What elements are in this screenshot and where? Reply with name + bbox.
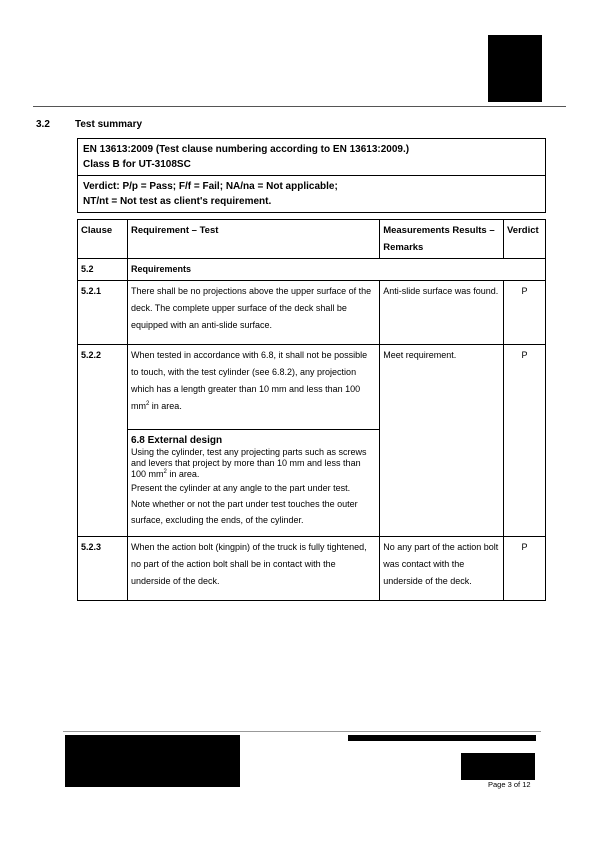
table-row	[78, 281, 546, 345]
summary-nt-legend: NT/nt = Not test as client's requirement.	[83, 196, 272, 207]
section-number: 3.2	[36, 119, 50, 130]
footer-address-redacted	[65, 735, 240, 787]
clause-cell: 5.2.1	[78, 281, 128, 345]
result-cell: Anti-slide surface was found.	[380, 281, 504, 345]
requirement-text: When the action bolt (kingpin) of the truck is fully tightened, no part of the action bolt shall be in contact with the underside of the deck.	[130, 542, 367, 586]
result-cell: No any part of the action bolt was contact with the underside of the deck.	[380, 537, 504, 601]
footer-contact-redacted	[348, 735, 536, 741]
verdict-cell: P	[504, 537, 546, 601]
footer-rule	[63, 731, 541, 732]
result-cell: Meet requirement.	[380, 345, 504, 537]
verdict-cell: P	[504, 345, 546, 537]
section-title-cell: Requirements	[127, 259, 545, 281]
external-design-title: 6.8 External design	[130, 435, 223, 446]
header-clause: Clause	[78, 220, 128, 259]
summary-standard: EN 13613:2009 (Test clause numbering according to EN 13613:2009.)	[83, 144, 410, 155]
clause-cell: 5.2.3	[78, 537, 128, 601]
page-number: Page 3 of 12	[488, 780, 531, 789]
requirement-cell	[127, 345, 379, 537]
summary-standard-row	[78, 139, 545, 175]
header-rule	[33, 106, 566, 107]
external-design-instruction: Present the cylinder at any angle to the part under test.	[130, 483, 351, 493]
clause-cell: 5.2.2	[78, 345, 128, 537]
summary-class: Class B for UT-3108SC	[83, 159, 191, 170]
header-requirement: Requirement – Test	[127, 220, 379, 259]
requirement-text: There shall be no projections above the upper surface of the deck. The complete upper surface of the deck shall be equipped with an anti-slide surface.	[130, 286, 372, 330]
requirement-cell	[127, 537, 379, 601]
summary-verdict-legend: Verdict: P/p = Pass; F/f = Fail; NA/na = Not applicable;	[83, 181, 338, 192]
requirement-cell	[127, 281, 379, 345]
footer-stamp-redacted	[461, 753, 535, 780]
header-verdict: Verdict	[504, 220, 546, 259]
section-title: Test summary	[75, 119, 143, 130]
superscript: 2	[145, 401, 150, 407]
requirement-text: When tested in accordance with 6.8, it shall not be possible to touch, with the test cylinder (see 6.8.2), any projection which has a length greater than 10 mm and less than 100 mm	[130, 350, 368, 411]
summary-verdict-row	[78, 175, 545, 212]
header-measurements: Measurements Results – Remarks	[380, 220, 504, 259]
table-row	[78, 537, 546, 601]
table-header-row	[78, 220, 546, 259]
requirement-text-end: in area.	[149, 401, 182, 411]
table-row	[78, 345, 546, 537]
verdict-cell: P	[504, 281, 546, 345]
table-row	[78, 259, 546, 281]
external-design-note: Note whether or not the part under test touches the outer surface, excluding the ends, of the cylinder.	[130, 499, 358, 525]
external-design-text: Using the cylinder, test any projecting parts such as screws and levers that project by more than 10 mm and less than 100 $mm^2$ in area.	[130, 447, 367, 479]
summary-box	[77, 138, 546, 213]
test-summary-table	[77, 219, 546, 601]
external-design-block	[128, 429, 379, 528]
superscript: 2	[163, 469, 167, 475]
header-logo-redacted	[488, 35, 542, 102]
clause-cell: 5.2	[78, 259, 128, 281]
